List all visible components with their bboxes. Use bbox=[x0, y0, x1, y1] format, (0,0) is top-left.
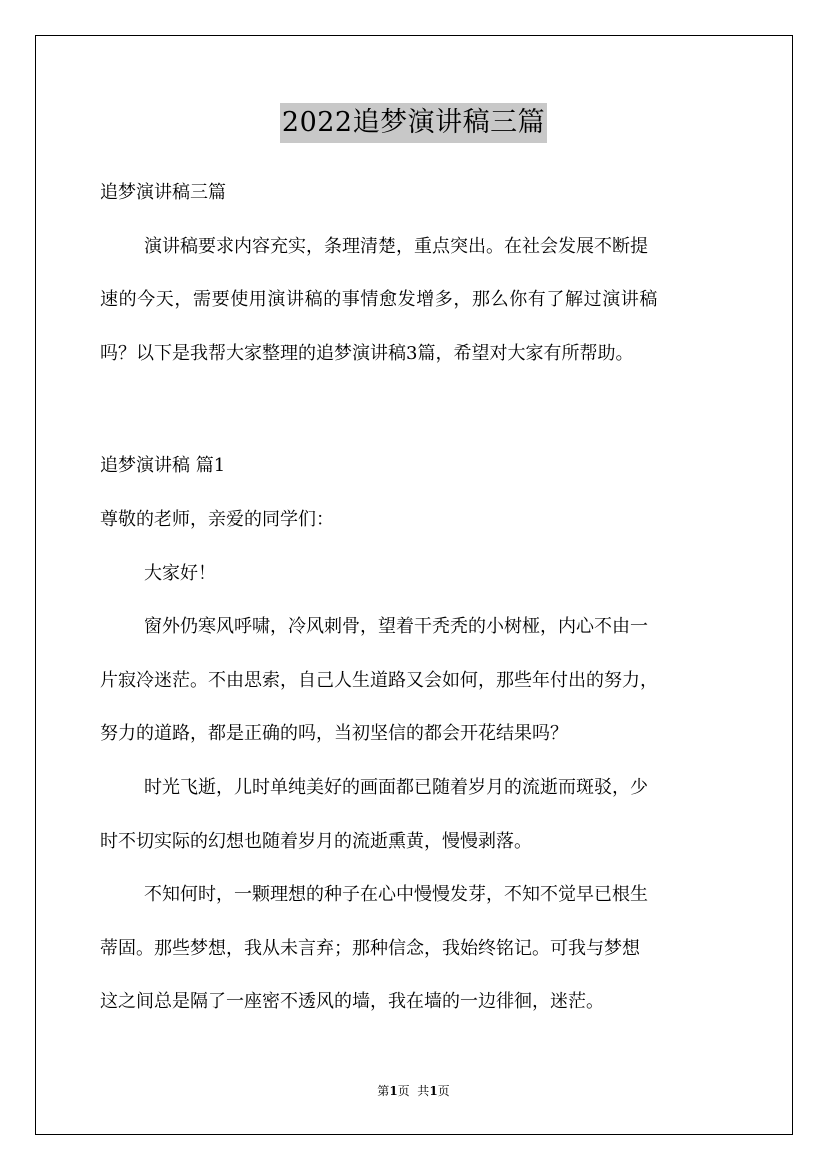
paragraph-3-line-1: 不知何时，一颗理想的种子在心中慢慢发芽，不知不觉早已根生 bbox=[144, 884, 648, 905]
paragraph-2-line-1: 时光飞逝，儿时单纯美好的画面都已随着岁月的流逝而斑驳，少 bbox=[144, 777, 648, 798]
document-subtitle: 追梦演讲稿三篇 bbox=[100, 182, 226, 203]
intro-line-2: 速的今天，需要使用演讲稿的事情愈发增多，那么你有了解过演讲稿 bbox=[100, 289, 658, 310]
document-title bbox=[0, 101, 827, 143]
greeting: 大家好！ bbox=[144, 563, 216, 584]
paragraph-3-line-3: 这之间总是隔了一座密不透风的墙，我在墙的一边徘徊，迷茫。 bbox=[100, 991, 604, 1012]
footer-page-prefix: 第 bbox=[377, 1084, 390, 1098]
footer-total-suffix: 页 bbox=[437, 1084, 450, 1098]
paragraph-2-line-2: 时不切实际的幻想也随着岁月的流逝熏黄，慢慢剥落。 bbox=[100, 831, 532, 852]
paragraph-1-line-2: 片寂冷迷茫。不由思索，自己人生道路又会如何，那些年付出的努力， bbox=[100, 670, 658, 691]
intro-line-3: 吗？以下是我帮大家整理的追梦演讲稿3篇，希望对大家有所帮助。 bbox=[100, 343, 634, 364]
paragraph-1-line-3: 努力的道路，都是正确的吗，当初坚信的都会开花结果吗？ bbox=[100, 723, 568, 744]
page-footer bbox=[0, 1083, 827, 1099]
paragraph-3-line-2: 蒂固。那些梦想，我从未言弃；那种信念，我始终铭记。可我与梦想 bbox=[100, 938, 640, 959]
intro-line-1: 演讲稿要求内容充实，条理清楚，重点突出。在社会发展不断提 bbox=[144, 236, 648, 257]
salutation: 尊敬的老师，亲爱的同学们： bbox=[100, 509, 334, 530]
document-title-text: 2022追梦演讲稿三篇 bbox=[280, 103, 547, 143]
footer-total-pages: 1 bbox=[429, 1084, 438, 1098]
footer-page-number: 1 bbox=[389, 1084, 398, 1098]
paragraph-1-line-1: 窗外仍寒风呼啸，冷风刺骨，望着干秃秃的小树桠，内心不由一 bbox=[144, 616, 648, 637]
section-heading: 追梦演讲稿 篇1 bbox=[100, 455, 226, 476]
footer-page-suffix: 页 共 bbox=[397, 1084, 430, 1098]
